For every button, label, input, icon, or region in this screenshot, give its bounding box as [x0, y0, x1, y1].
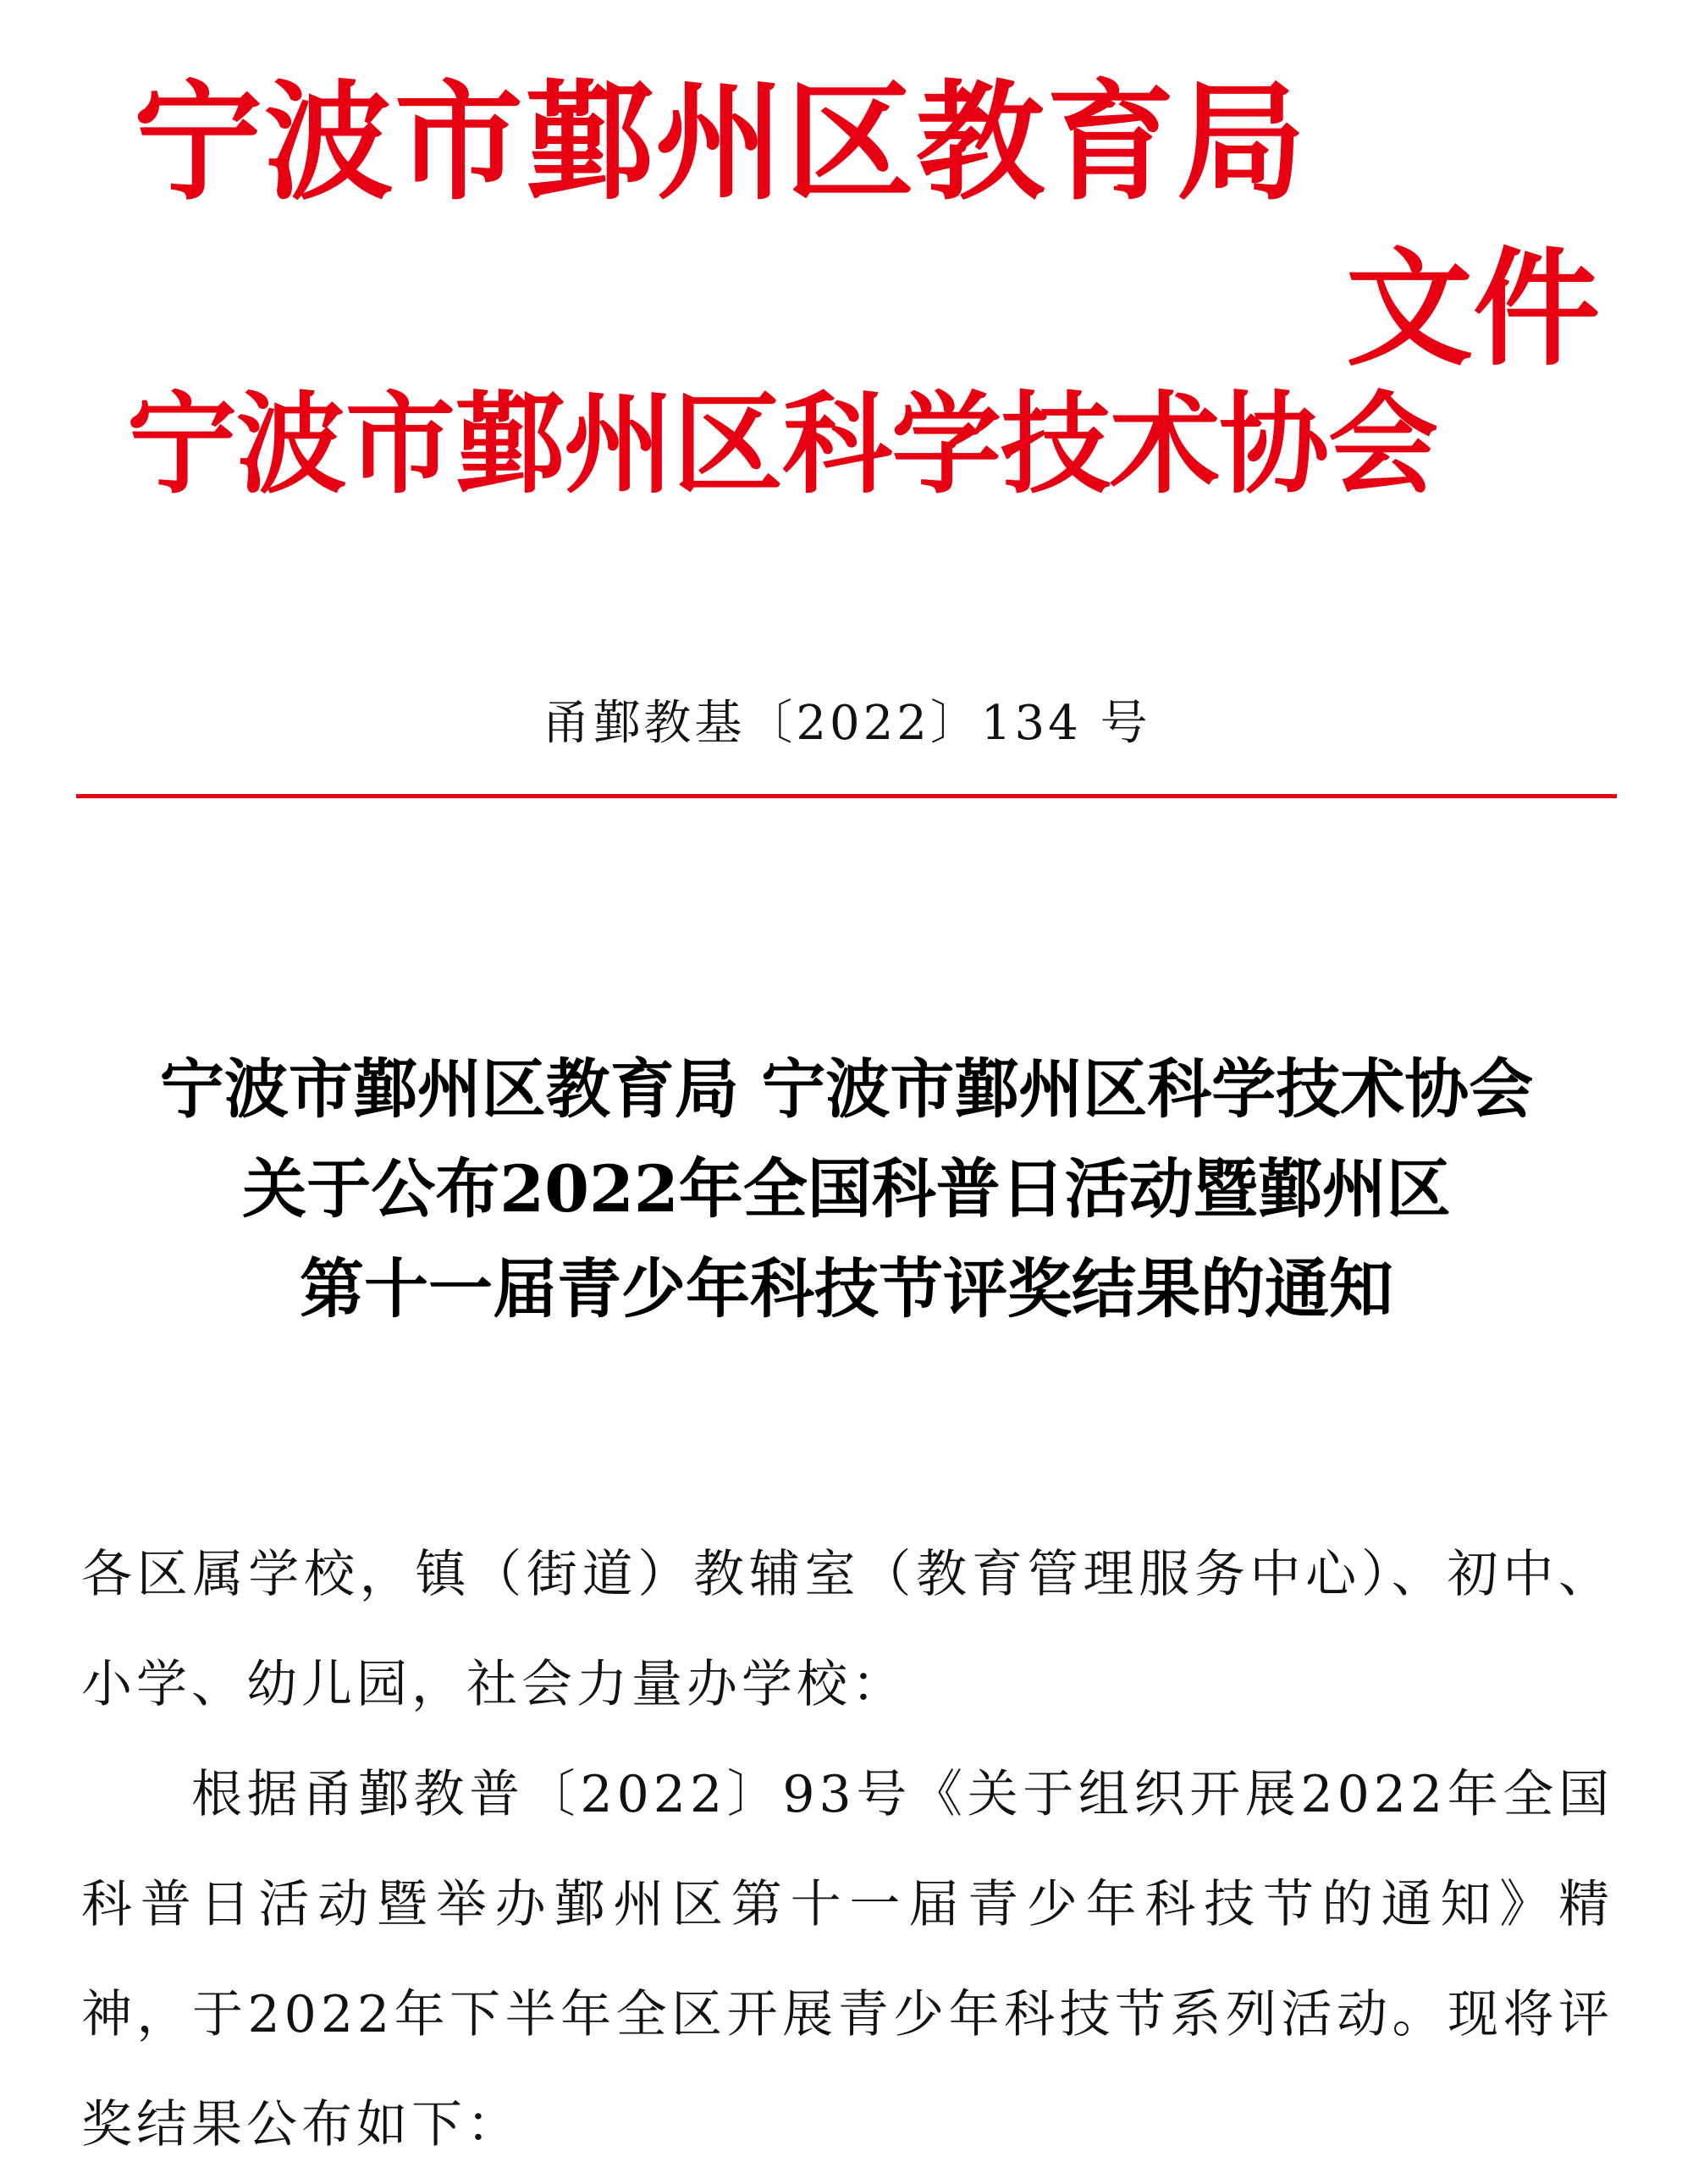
notice-title-line-3: 第十一届青少年科技节评奖结果的通知: [300, 1251, 1393, 1326]
red-divider-line: [76, 794, 1617, 798]
document-word: 文件: [1346, 234, 1601, 383]
salutation: 各区属学校，镇（街道）教辅室（教育管理服务中心）、初中、小学、幼儿园，社会力量办学校：: [81, 1545, 1613, 1714]
notice-body: [81, 1519, 1613, 2180]
notice-title: [0, 1040, 1693, 1339]
notice-title-line-2: 关于公布2022年全国科普日活动暨鄞州区: [242, 1151, 1451, 1227]
issuer-education-bureau: 宁波市鄞州区教育局: [134, 66, 1307, 218]
body-paragraph: 根据甬鄞教普〔2022〕93号《关于组织开展2022年全国科普日活动暨举办鄞州区第十一届青少年科技节的通知》精神，于2022年下半年全区开展青少年科技节系列活动。现将评奖结果公布如下：: [81, 1765, 1613, 2154]
document-number: 甬鄞教基〔2022〕134 号: [542, 696, 1151, 751]
issuer-science-association: 宁波市鄞州区科学技术协会: [127, 379, 1438, 509]
notice-title-line-1: 宁波市鄞州区教育局 宁波市鄞州区科学技术协会: [159, 1051, 1534, 1127]
